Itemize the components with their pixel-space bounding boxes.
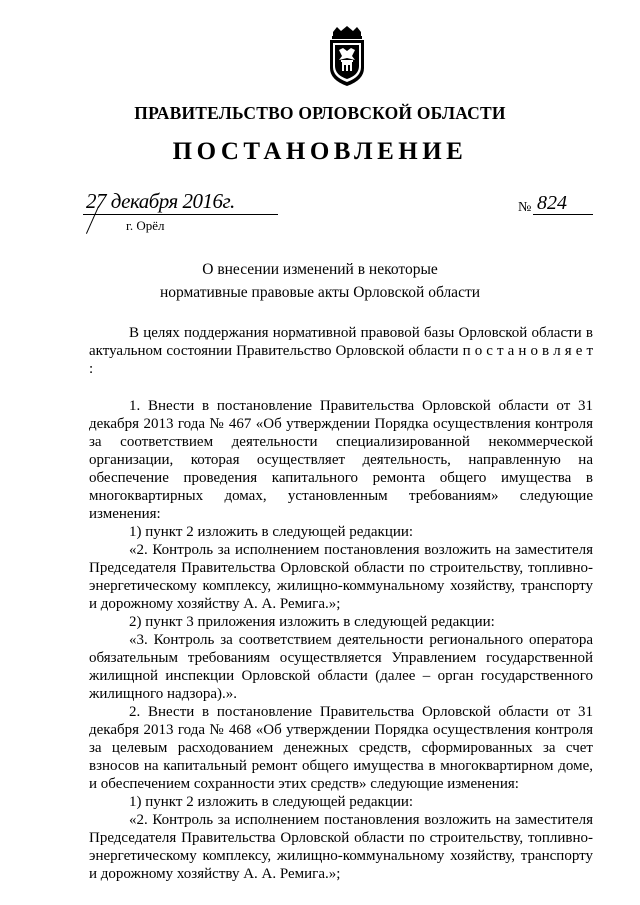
document-subject [0, 258, 640, 304]
document-body [89, 324, 593, 883]
number-prefix: № [518, 200, 532, 215]
number-underline [533, 214, 593, 215]
orel-oblast-coat-of-arms-icon [321, 26, 373, 88]
paragraph-1: 1. Внести в постановление Правительства Орловской области от 31 декабря 2013 года № 467 «Об утверждении Порядка осуществления контроля за соответствием деятельности специализированной некоммерческой организации, которая осуществляет деятельность, направленную на обеспечение проведения капитального ремонта общего имущества в многоквартирных домах, установленным требованиям» следующие изменения: [89, 398, 593, 522]
paragraph-1-item-2: 2) пункт 3 приложения изложить в следующей редакции: [129, 614, 495, 630]
paragraph-1-item-1-text: «2. Контроль за исполнением постановления возложить на заместителя Председателя Правительства Орловской области по строительству, топливно-энергетическому комплексу, жилищно-коммунальному хозяйству, транспорту и дорожному хозяйству А. А. Ремига.»; [89, 542, 593, 612]
paragraph-2-item-1: 1) пункт 2 изложить в следующей редакции: [129, 794, 414, 810]
organization-title: ПРАВИТЕЛЬСТВО ОРЛОВСКОЙ ОБЛАСТИ [134, 103, 506, 123]
handwritten-number: 824 [537, 192, 567, 214]
paragraph-1-item-2-text: «3. Контроль за соответствием деятельности регионального оператора обязательным требованиям осуществляется Управлением государственной жилищной инспекции Орловской области (далее – орган государственного жилищного надзора).». [89, 632, 593, 702]
preamble-paragraph: В целях поддержания нормативной правовой базы Орловской области в актуальном состоянии Правительство Орловской области п о с т а н о в л я е т : [89, 325, 593, 377]
paragraph-2: 2. Внести в постановление Правительства Орловской области от 31 декабря 2013 года № 468 «Об утверждении Порядка осуществления контроля за целевым расходованием денежных средств, сформированных за счет взносов на капитальный ремонт общего имущества в многоквартирном доме, и обеспечением сохранности этих средств» следующие изменения: [89, 704, 593, 792]
subject-line-2: нормативные правовые акты Орловской области [159, 284, 481, 301]
city-label: г. Орёл [126, 218, 165, 233]
paragraph-1-item-1: 1) пункт 2 изложить в следующей редакции: [129, 524, 414, 540]
document-type-title: ПОСТАНОВЛЕНИЕ [172, 138, 468, 165]
handwritten-date: 27 декабря 2016г. [86, 189, 235, 213]
subject-line-1: О внесении изменений в некоторые [202, 261, 438, 278]
paragraph-2-item-1-text: «2. Контроль за исполнением постановления возложить на заместителя Председателя Правительства Орловской области по строительству, топливно-энергетическому комплексу, жилищно-коммунальному хозяйству, транспорту и дорожному хозяйству А. А. Ремига.»; [89, 812, 593, 882]
paragraph-gap [89, 378, 593, 397]
date-underline [83, 214, 278, 215]
